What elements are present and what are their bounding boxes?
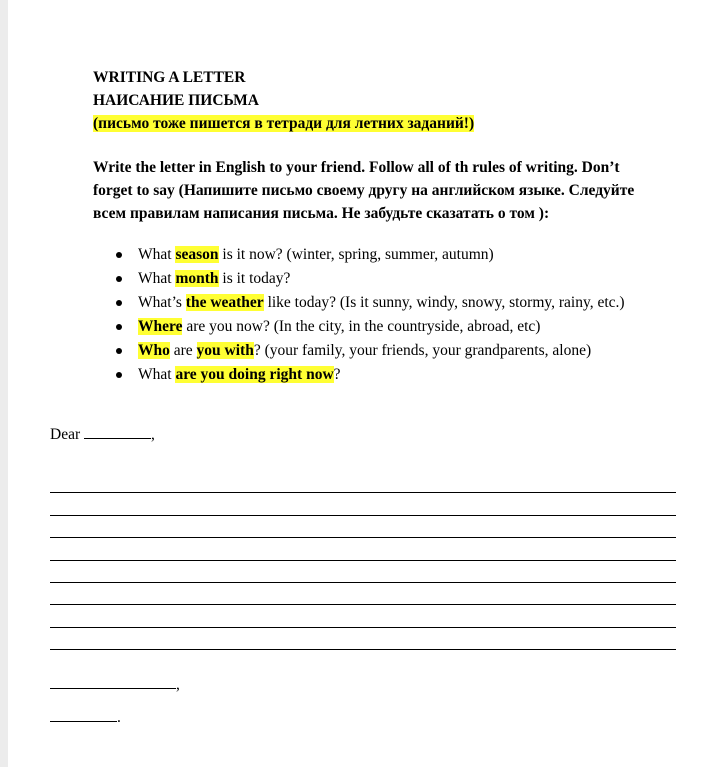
heading-block xyxy=(93,66,683,135)
instructions-line-3: всем правилам написания письма. Не забудьте сказатать о том ): xyxy=(93,205,550,222)
instructions xyxy=(93,156,683,225)
signature-line: . xyxy=(50,707,121,727)
title-russian: НАИСАНИЕ ПИСЬМА xyxy=(93,92,260,109)
signature-blank xyxy=(50,707,117,722)
writing-line xyxy=(50,493,676,515)
writing-line xyxy=(50,583,676,605)
writing-line xyxy=(50,605,676,627)
writing-line xyxy=(50,628,676,650)
question-list xyxy=(93,243,693,387)
writing-line xyxy=(50,561,676,583)
writing-lines xyxy=(50,471,676,650)
closing-blank xyxy=(50,674,176,689)
question-item: Who are you with? (your family, your friends, your grandparents, alone) xyxy=(93,339,693,363)
recipient-blank xyxy=(84,424,151,439)
closing-line: , xyxy=(50,674,180,694)
question-item: Where are you now? (In the city, in the countryside, abroad, etc) xyxy=(93,315,693,339)
writing-line xyxy=(50,516,676,538)
question-item: What’s the weather like today? (Is it sunny, windy, snowy, stormy, rainy, etc.) xyxy=(93,291,693,315)
instructions-line-1: Write the letter in English to your friend. Follow all of th rules of writing. Don’t xyxy=(93,159,620,176)
instructions-line-2: forget to say (Напишите письмо своему другу на английском языке. Следуйте xyxy=(93,182,635,199)
notebook-note: (письмо тоже пишется в тетради для летних заданий!) xyxy=(93,115,475,132)
greeting-text: Dear xyxy=(50,426,84,443)
question-item: What month is it today? xyxy=(93,267,693,291)
writing-line xyxy=(50,471,676,493)
title-english: WRITING A LETTER xyxy=(93,69,246,86)
letter-greeting: Dear , xyxy=(50,426,155,443)
writing-line xyxy=(50,538,676,560)
question-item: What are you doing right now? xyxy=(93,363,693,387)
question-item: What season is it now? (winter, spring, summer, autumn) xyxy=(93,243,693,267)
